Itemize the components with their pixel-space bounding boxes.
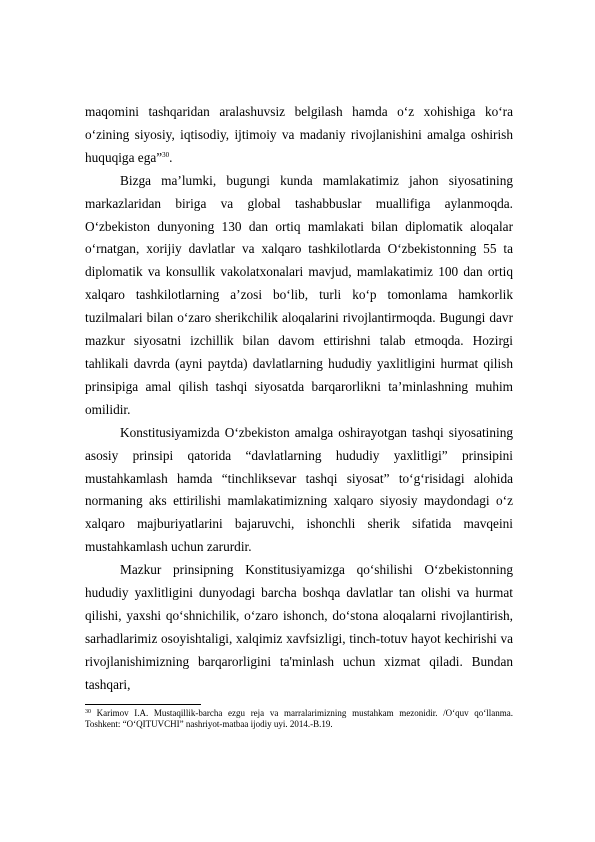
footnote-reference: 30	[162, 150, 170, 159]
paragraph-2: Bizga ma’lumki, bugungi kunda mamlakatimiz jahon siyosatining markazlaridan biriga va global tashabbuslar muallifiga aylanmoqda. O‘zbekiston dunyoning 130 dan ortiq mamlakati bilan diplomatik aloqalar o‘rnatgan, xorijiy davlatlar va xalqaro tashkilotlarda O‘zbekistonning 55 ta diplomatik va konsullik vakolatxonalari mavjud, mamlakatimiz 100 dan ortiq xalqaro tashkilotlarning a’zosi bo‘lib, turli ko‘p tomonlama hamkorlik tuzilmalari bilan o‘zaro sherikchilik aloqalarini rivojlantirmoqda. Bugungi davr mazkur siyosatni izchillik bilan davom ettirishni talab etmoqda. Hozirgi tahlikali davrda (ayni paytda) davlatlarning hududiy yaxlitligini hurmat qilish prinsipiga amal qilish tashqi siyosatda barqarorlikni ta’minlashning muhim omilidir.	[85, 172, 513, 417]
body-text	[85, 101, 513, 697]
footnote	[85, 708, 513, 729]
paragraph-1-text: maqomini tashqaridan aralashuvsiz belgilash hamda o‘z xohishiga ko‘ra o‘zining siyosiy, iqtisodiy, ijtimoiy va madaniy rivojlanishini amalga oshirish huquqiga ega”	[85, 104, 513, 165]
paragraph-1-end: .	[169, 149, 173, 165]
paragraph-1	[85, 101, 513, 170]
footnote-number: 30	[85, 709, 91, 715]
paragraph-3: Konstitusiyamizda O‘zbekiston amalga oshirayotgan tashqi siyosatining asosiy prinsipi qatorida “davlatlarning hududiy yaxlitligi” prinsipini mustahkamlash hamda “tinchliksevar tashqi siyosat” to‘g‘risidagi alohida normaning aks ettirilishi mamlakatimizning xalqaro siyosiy maydondagi o‘z xalqaro majburiyatlarini bajaruvchi, ishonchli sherik sifatida mavqeini mustahkamlash uchun zarurdir.	[85, 424, 513, 555]
footnote-text: Karimov I.A. Mustaqillik-barcha ezgu reja va marralarimizning mustahkam mezonidir. /O‘quv qo‘llanma. Toshkent: “O‘QITUVCHI” nashriyot-matbaa ijodiy uyi. 2014.-B.19.	[85, 708, 513, 729]
paragraph-4: Mazkur prinsipning Konstitusiyamizga qo‘shilishi O‘zbekistonning hududiy yaxlitligini dunyodagi barcha boshqa davlatlar tan olishi va hurmat qilishi, yaxshi qo‘shnichilik, o‘zaro ishonch, do‘stona aloqalarni rivojlantirish, sarhadlarimiz osoyishtaligi, xalqimiz xavfsizligi, tinch-totuv hayot kechirishi va rivojlanishimizning barqarorligini ta'minlash uchun xizmat qiladi. Bundan tashqari,	[85, 562, 513, 692]
footnote-separator	[85, 704, 201, 705]
